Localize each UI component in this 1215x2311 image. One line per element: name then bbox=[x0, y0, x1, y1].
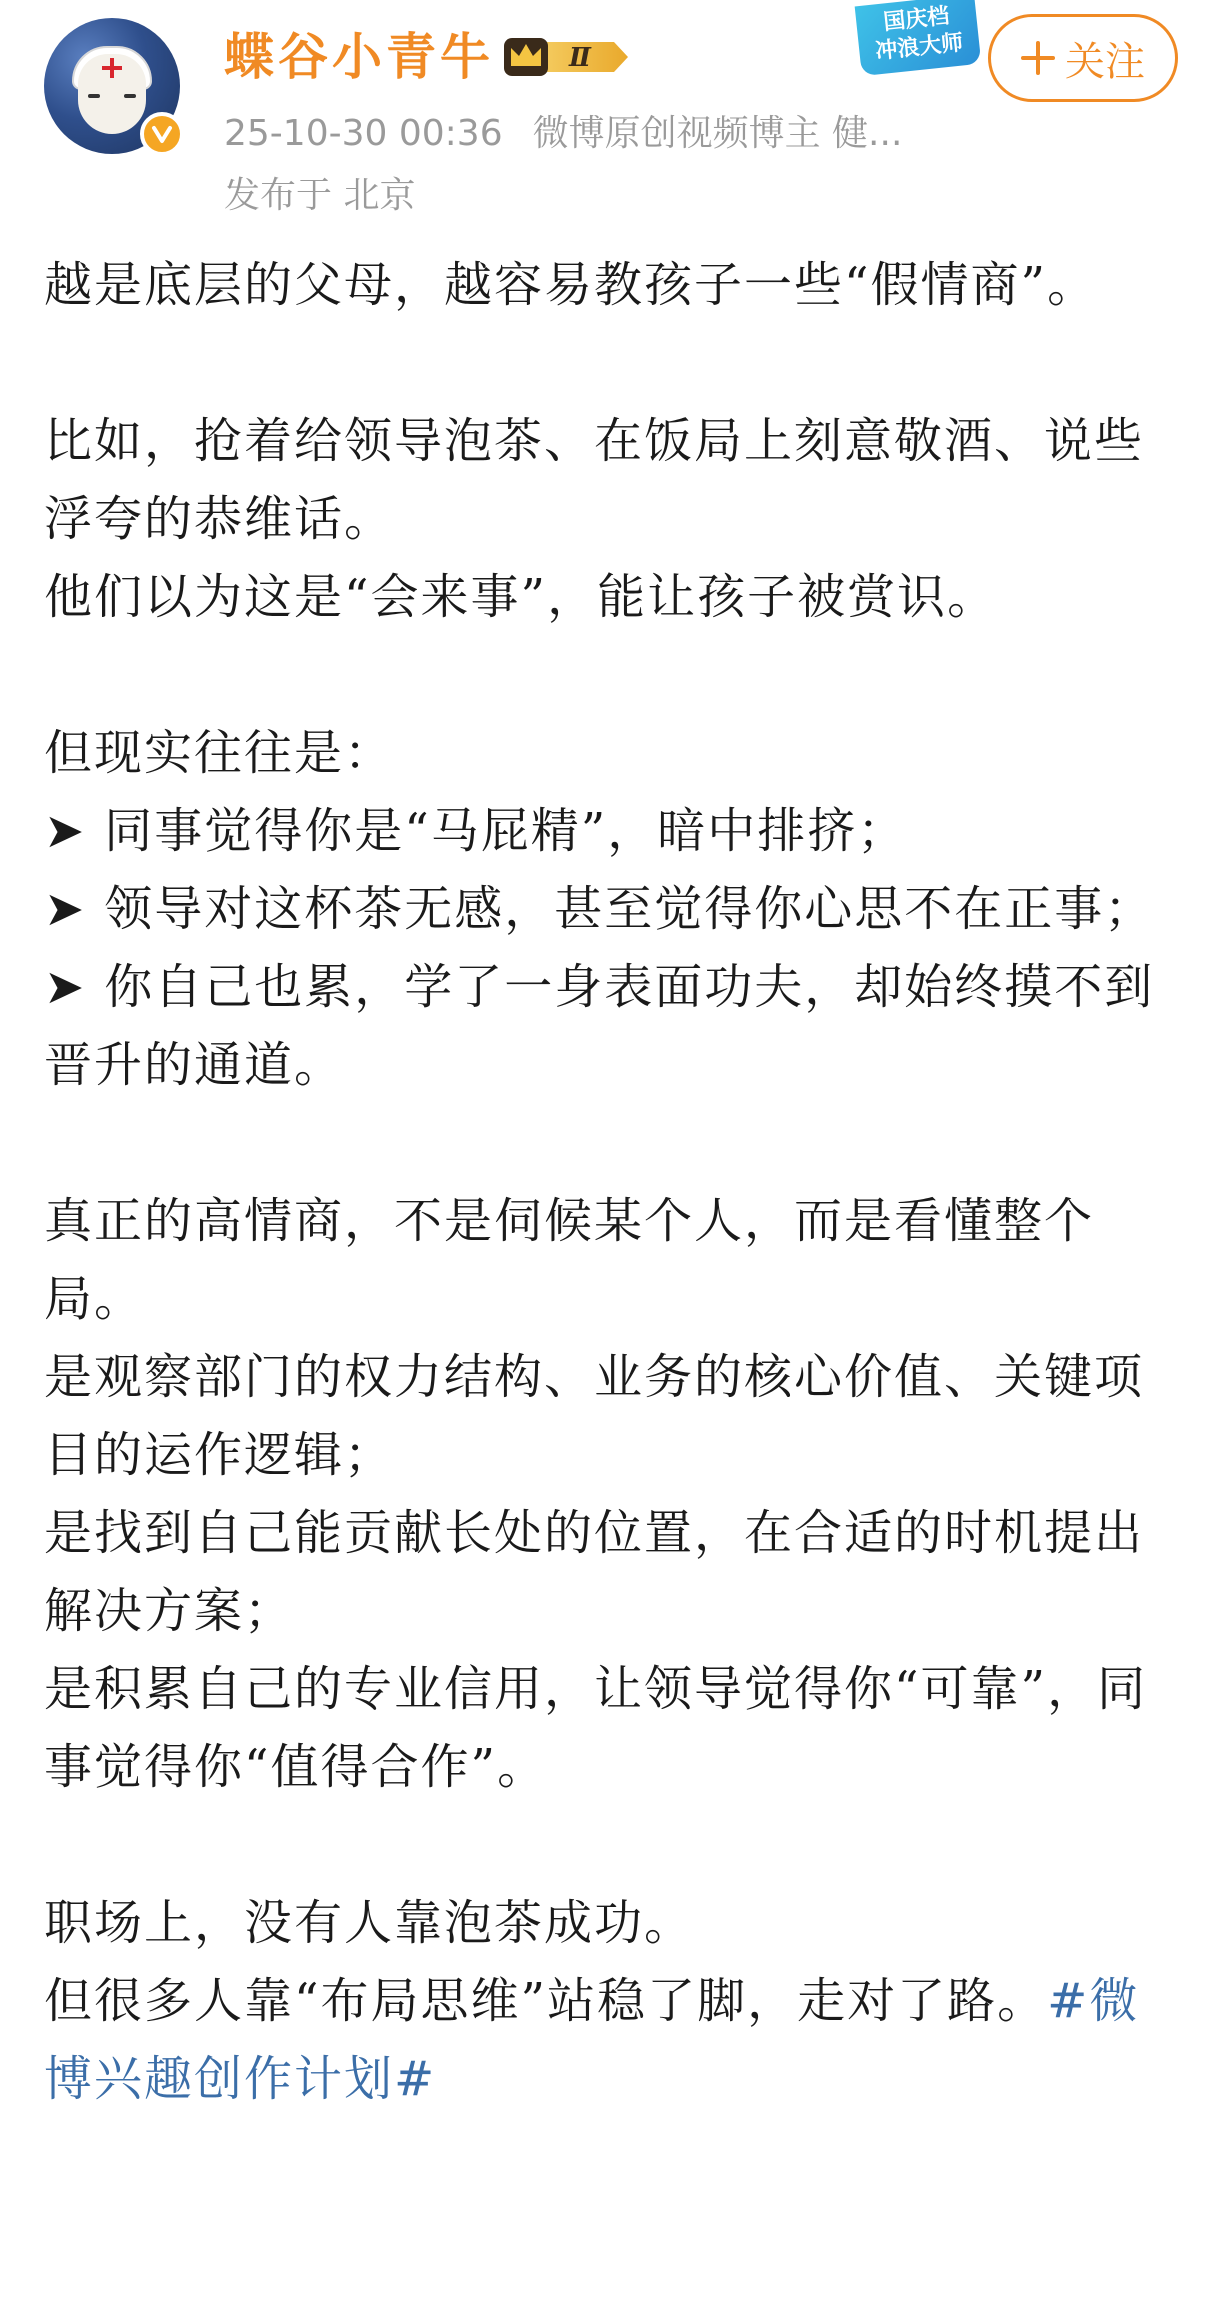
plus-icon bbox=[1021, 41, 1055, 75]
topic-hashtag-link[interactable]: #微博兴趣创作计划# bbox=[44, 1973, 1140, 2107]
post-line: 真正的高情商，不是伺候某个人，而是看懂整个局。 bbox=[44, 1193, 1095, 1327]
arrow-bullet-icon: ➤ bbox=[44, 881, 87, 937]
post-paragraph bbox=[44, 714, 1184, 1104]
bullet-text: 你自己也累，学了一身表面功夫，却始终摸不到晋升的通道。 bbox=[44, 959, 1155, 1093]
avatar-eyes-shape bbox=[88, 94, 136, 100]
post-body bbox=[44, 246, 1184, 2118]
post-paragraph bbox=[44, 246, 1184, 324]
bullet-text: 领导对这杯茶无感，甚至觉得你心思不在正事； bbox=[104, 881, 1155, 937]
username[interactable]: 蝶谷小青牛 bbox=[224, 27, 494, 86]
bullet-item bbox=[44, 792, 1184, 870]
bullet-item bbox=[44, 870, 1184, 948]
level-label: Ⅱ bbox=[569, 43, 591, 73]
author-tags[interactable]: 微博原创视频博主 健... bbox=[532, 113, 903, 154]
post-timestamp: 25-10-30 00:36 bbox=[224, 113, 503, 154]
post-line: 但现实往往是： bbox=[44, 725, 395, 781]
post-line: 比如，抢着给领导泡茶、在饭局上刻意敬酒、说些浮夸的恭维话。 bbox=[44, 413, 1145, 547]
event-badge[interactable] bbox=[855, 0, 982, 76]
red-cross-icon bbox=[102, 58, 122, 78]
post-meta bbox=[224, 110, 944, 158]
post-paragraph bbox=[44, 402, 1184, 636]
level-crown-badge-icon[interactable] bbox=[502, 34, 634, 80]
post-line: 是找到自己能贡献长处的位置，在合适的时机提出解决方案； bbox=[44, 1505, 1145, 1639]
post-line-final bbox=[44, 1962, 1184, 2118]
post-paragraph bbox=[44, 1884, 1184, 2118]
post-line: 是积累自己的专业信用，让领导觉得你“可靠”，同事觉得你“值得合作”。 bbox=[44, 1661, 1148, 1795]
post-line: 他们以为这是“会来事”，能让孩子被赏识。 bbox=[44, 569, 998, 625]
post-location: 发布于 北京 bbox=[224, 175, 416, 216]
post-line: 越是底层的父母，越容易教孩子一些“假情商”。 bbox=[44, 257, 1098, 313]
event-badge-text: 国庆档 冲浪大师 bbox=[874, 3, 965, 65]
bullet-text: 同事觉得你是“马屁精”，暗中排挤； bbox=[104, 803, 908, 859]
bullet-item bbox=[44, 948, 1184, 1104]
arrow-bullet-icon: ➤ bbox=[44, 803, 87, 859]
follow-button-label: 关注 bbox=[1065, 38, 1145, 85]
follow-button[interactable] bbox=[988, 14, 1178, 102]
post-line: 是观察部门的权力结构、业务的核心价值、关键项目的运作逻辑； bbox=[44, 1349, 1145, 1483]
final-line-text: 但很多人靠“布局思维”站稳了脚，走对了路。 bbox=[44, 1973, 1048, 2029]
verified-v-icon bbox=[140, 112, 184, 156]
arrow-bullet-icon: ➤ bbox=[44, 959, 87, 1015]
post-paragraph bbox=[44, 1182, 1184, 1806]
post-line: 职场上，没有人靠泡茶成功。 bbox=[44, 1895, 695, 1951]
post-header bbox=[0, 0, 1215, 230]
